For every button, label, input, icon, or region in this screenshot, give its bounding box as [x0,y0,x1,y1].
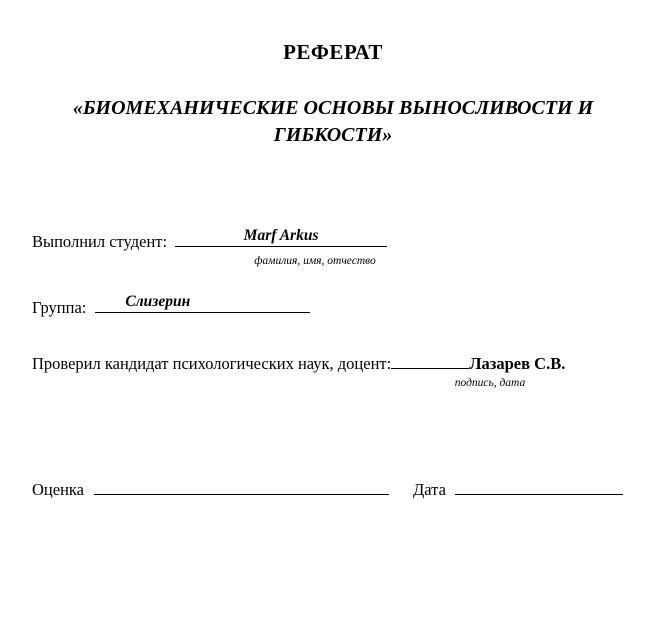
student-hint: фамилия, имя, отчество [254,255,376,267]
student-row [32,227,636,252]
form-fields [0,227,666,500]
group-value: Слизерин [125,293,191,310]
teacher-name: Лазарев С.В. [469,354,566,373]
teacher-label: Проверил кандидат психологических наук, доцент: [32,354,392,373]
document-page [0,40,666,637]
teacher-hint: подпись, дата [454,377,526,389]
group-input[interactable] [95,293,310,313]
teacher-signature-input[interactable] [391,349,469,369]
teacher-row [32,349,636,374]
date-label: Дата [413,480,446,499]
grade-input[interactable] [94,475,389,495]
grade-label: Оценка [32,480,84,499]
document-subtitle: «БИОМЕХАНИЧЕСКИЕ ОСНОВЫ ВЫНОСЛИВОСТИ И ГИБКОСТИ» [72,97,594,146]
student-value: Marf Arkus [243,227,319,244]
student-input[interactable] [175,227,387,247]
grade-date-row [32,475,636,500]
group-label: Группа: [32,298,87,317]
student-label: Выполнил студент: [32,232,168,251]
date-input[interactable] [455,475,623,495]
group-row [32,293,636,318]
page-title: РЕФЕРАТ [283,40,383,64]
